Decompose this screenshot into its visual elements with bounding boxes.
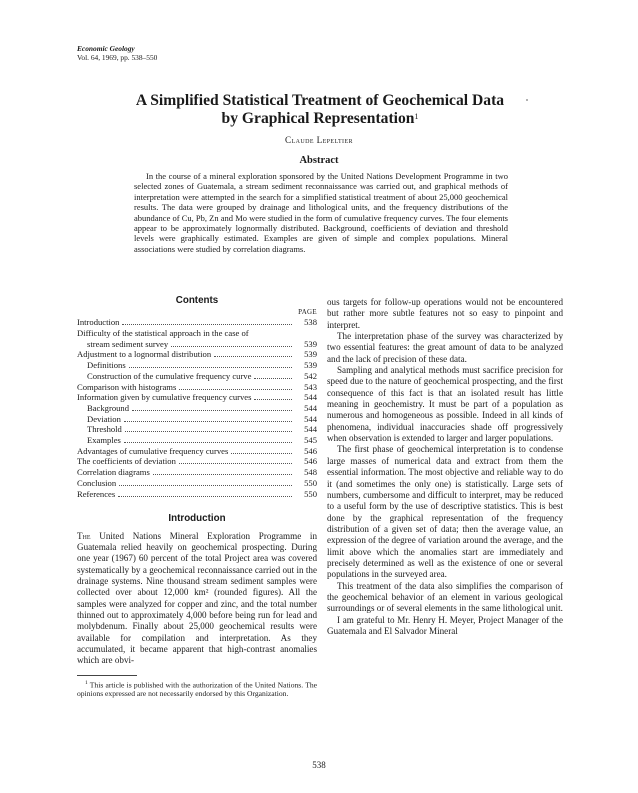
toc-entry-label: The coefficients of deviation — [77, 456, 176, 467]
toc-entry — [77, 317, 317, 328]
journal-header — [77, 44, 157, 62]
toc-entry-page: 545 — [304, 435, 317, 446]
toc-leader-dots — [129, 366, 292, 368]
paragraph-1: ous targets for follow-up operations would not be encountered but rather more subtle features not so easy to pinpoint and interpret. — [327, 297, 563, 330]
toc-entry-label: Threshold — [87, 424, 122, 435]
toc-entry — [77, 392, 317, 403]
toc-entry-label: References — [77, 488, 116, 499]
toc-leader-dots — [125, 430, 292, 432]
toc-entry — [77, 467, 317, 478]
paragraph-4: The first phase of geochemical interpretation is to condense large masses of numerical data and extract from them the essential information. The most objective and reliable way to do it (and sometimes the only one) is statistically. Large sets of numbers, cumbersome and difficult to interpret, may be reduced to a useful form by the use of descriptive statistics. This is best done by the graphical representation of the frequency distribution of a given set of data; then the average value, an expression of the degree of variation around the average, and the limit above which the anomalies start are immediately and precisely determined as well as the existence of one or several populations in the surveyed area. — [327, 444, 563, 580]
toc-leader-dots — [132, 409, 292, 411]
abstract-heading: Abstract — [299, 155, 339, 166]
toc-entry — [77, 349, 317, 360]
toc-leader-dots — [124, 441, 292, 443]
toc-entry-page: 550 — [304, 477, 317, 488]
paragraph-3: Sampling and analytical methods must sacrifice precision for speed due to the nature of geochemical prospecting, and the first consequence of this fact is that an isolated result has little meaning in geochemistry. It must be part of a population as numerous and homogeneous as possible. Indeed in all kinds of phenomena, individual inaccuracies shade off progressively when observation is extended to larger and larger populations. — [327, 365, 563, 444]
toc-entry-page: 546 — [304, 456, 317, 467]
table-of-contents — [77, 317, 317, 499]
toc-entry — [77, 414, 317, 425]
toc-entry-page: 546 — [304, 445, 317, 456]
footnote-mark: 1 — [85, 679, 88, 686]
toc-entry — [77, 435, 317, 446]
toc-entry-page: 539 — [304, 349, 317, 360]
toc-entry-label: Deviation — [87, 413, 121, 424]
toc-entry-label: Construction of the cumulative frequency curve — [87, 370, 252, 381]
toc-entry-label: Conclusion — [77, 477, 117, 488]
toc-entry-page: 544 — [304, 392, 317, 403]
title-line-1: A Simplified Statistical Treatment of Geochemical Data — [135, 92, 505, 109]
toc-entry — [77, 403, 317, 414]
toc-entry — [77, 424, 317, 435]
toc-entry — [77, 382, 317, 393]
toc-entry-page: 543 — [304, 381, 317, 392]
toc-entry-label: Introduction — [77, 317, 120, 328]
toc-leader-dots — [179, 462, 292, 464]
left-column — [77, 295, 317, 698]
toc-entry-label: Information given by cumulative frequency curves — [77, 392, 252, 403]
toc-entry-label: Adjustment to a lognormal distribution — [77, 349, 212, 360]
toc-entry-page: 544 — [304, 402, 317, 413]
toc-entry-label: Comparison with histograms — [77, 381, 177, 392]
introduction-paragraph — [77, 531, 317, 667]
toc-entry — [77, 489, 317, 500]
toc-leader-dots — [124, 420, 292, 422]
toc-leader-dots — [119, 484, 292, 486]
toc-entry-label: Definitions — [87, 360, 126, 371]
toc-entry-label: Background — [87, 402, 130, 413]
paragraph-5: This treatment of the data also simplifies the comparison of the geochemical behavior of an element in various geological surroundings or of several elements in the same lithological unit. — [327, 580, 563, 614]
toc-entry-page: 548 — [304, 467, 317, 478]
footnote-divider — [77, 675, 137, 676]
toc-leader-dots — [254, 398, 292, 400]
page-number: 538 — [312, 760, 326, 770]
toc-entry-page: 542 — [304, 370, 317, 381]
toc-leader-dots — [214, 355, 292, 357]
toc-leader-dots — [179, 388, 292, 390]
contents-heading: Contents — [175, 295, 219, 306]
toc-leader-dots — [118, 495, 292, 497]
title-footnote-mark: 1 — [414, 112, 419, 121]
contents-page-label: PAGE — [298, 308, 317, 317]
introduction-text: United Nations Mineral Exploration Programme in Guatemala relied heavily on geochemical prospecting. During one year (1967) 60 percent of the total Project area was covered systematically by a geochemical reconnaissance carried out in the drainage systems. Nine thousand stream sediment samples were collected over about 12,000 km² (rounded figures). All the samples were analyzed for copper and zinc, and the total number thinned out to approximately 4,000 before being run for lead and molybdenum. Finally about 25,000 geochemical results were available for compilation and interpretation. As they accumulated, it became apparent that high-contrast anomalies which are obvi- — [77, 530, 317, 666]
introduction-heading: Introduction — [168, 513, 226, 525]
toc-entry — [77, 371, 317, 382]
abstract-text: In the course of a mineral exploration sponsored by the United Nations Development Programme in two selected zones of Guatemala, a stream sediment reconnaissance was carried out, and graphical methods of interpretation were attempted in the search for a simplified statistical treatment of about 25,000 geochemical results. The data were grouped by drainage and lithological units, and the frequency distributions of the abundance of Cu, Pb, Zn and Mo were studied in the form of cumulative frequency curves. The four elements appear to be approximately lognormally distributed. Background, coefficients of deviation and threshold levels were graphically estimated. Examples are given of simple and complex populations. Mineral associations were studied by correlation diagrams. — [134, 171, 508, 254]
toc-leader-dots — [171, 345, 292, 347]
author-name: Claude Lepeltier — [285, 135, 353, 145]
footnote — [77, 679, 317, 699]
toc-leader-dots — [122, 323, 292, 325]
toc-entry-label: stream sediment survey — [87, 338, 169, 349]
toc-entry — [77, 339, 317, 350]
toc-entry-page: 544 — [304, 424, 317, 435]
toc-entry-page: 539 — [304, 338, 317, 349]
toc-entry — [77, 478, 317, 489]
toc-entry — [77, 456, 317, 467]
toc-entry-page: 544 — [304, 413, 317, 424]
footnote-text: This article is published with the authorization of the United Nations. The opinions expressed are not necessarily endorsed by this Organization. — [77, 680, 317, 699]
toc-entry — [77, 360, 317, 371]
toc-leader-dots — [231, 452, 292, 454]
journal-name: Economic Geology — [77, 44, 135, 53]
toc-entry-label: Difficulty of the statistical approach in the case of — [77, 328, 249, 338]
print-speck — [526, 99, 528, 101]
toc-entry-page: 538 — [304, 317, 317, 328]
toc-entry — [77, 328, 317, 339]
title-line-2: by Graphical Representation — [221, 110, 415, 127]
introduction-lead-word: The — [77, 530, 91, 541]
toc-entry-page: 539 — [304, 360, 317, 371]
journal-volume: Vol. 64, 1969, pp. 538–550 — [77, 53, 158, 62]
toc-leader-dots — [254, 377, 292, 379]
article-title — [120, 92, 520, 128]
toc-entry-label: Examples — [87, 435, 121, 446]
toc-entry-page: 550 — [304, 488, 317, 499]
toc-entry — [77, 446, 317, 457]
toc-entry-label: Correlation diagrams — [77, 467, 150, 478]
paragraph-6: I am grateful to Mr. Henry H. Meyer, Project Manager of the Guatemala and El Salvador Mineral — [327, 614, 563, 636]
paragraph-2: The interpretation phase of the survey was characterized by two essential features: the great amount of data to be analyzed and the lack of precision of these data. — [327, 331, 563, 364]
toc-entry-label: Advantages of cumulative frequency curves — [77, 445, 229, 456]
toc-leader-dots — [153, 473, 292, 475]
right-column — [327, 297, 563, 637]
